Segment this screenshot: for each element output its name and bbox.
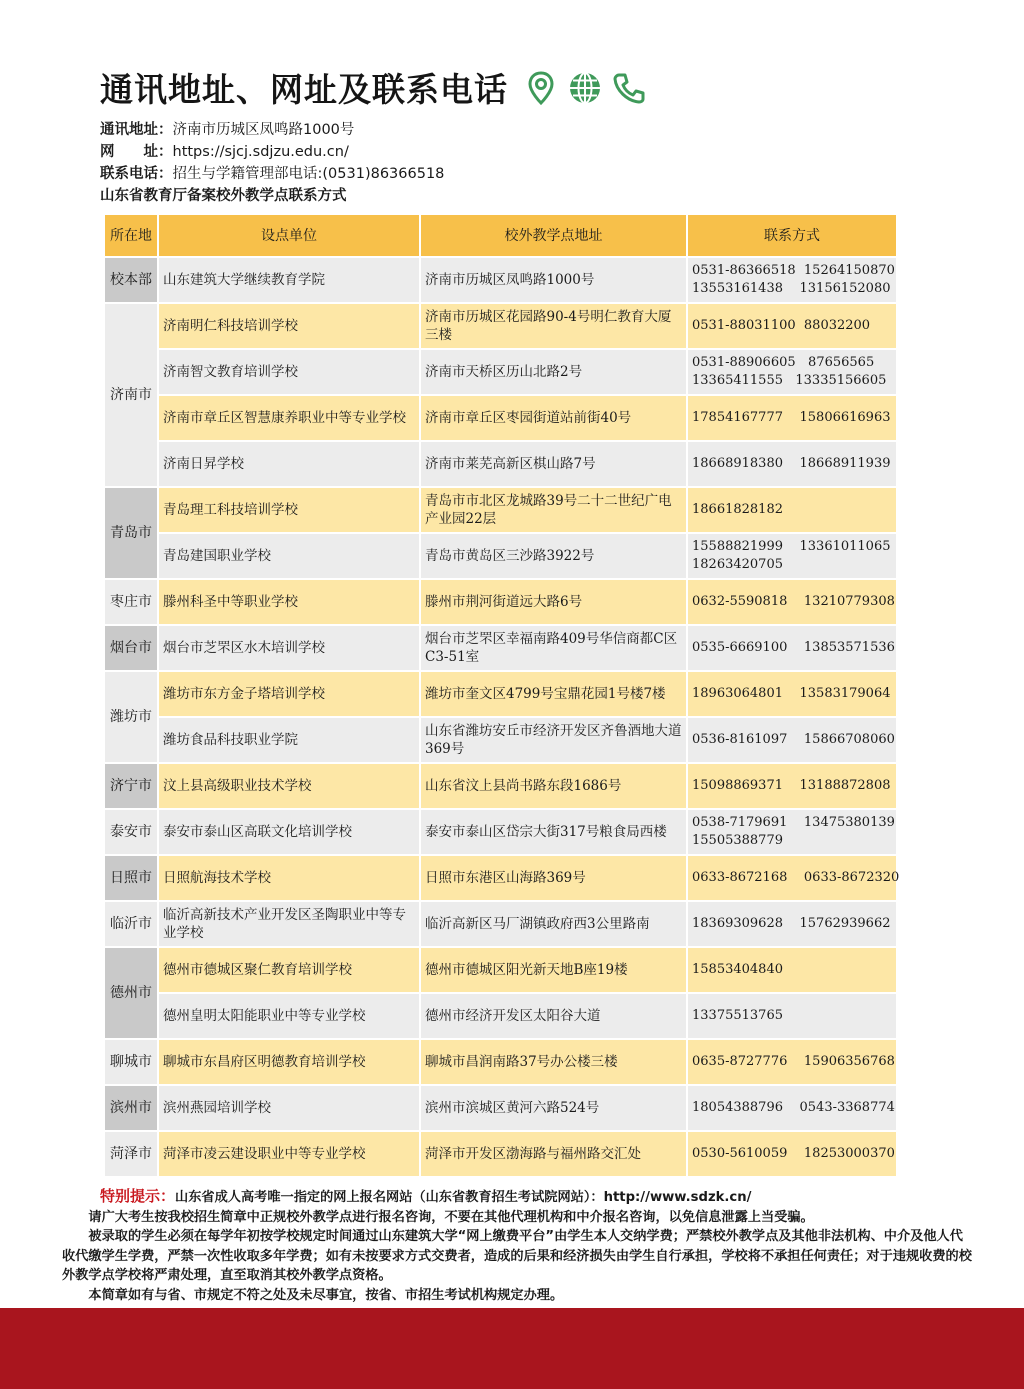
unit-cell: 青岛建国职业学校 [158,533,420,579]
unit-cell: 济南日昇学校 [158,441,420,487]
address-cell: 德州市经济开发区太阳谷大道 [420,993,687,1039]
teaching-sites-table [103,213,898,1178]
notice-website-text: 山东省成人高考唯一指定的网上报名网站（山东省教育招生考试院网站）：http://www.sdzk.cn/ [175,1190,752,1205]
phone-cell [687,487,897,533]
address-cell: 青岛市市北区龙城路39号二十二世纪广电产业园22层 [420,487,687,533]
notice-label: 特别提示： [100,1187,176,1205]
address-cell: 日照市东港区山海路369号 [420,855,687,901]
header-contact: 联系方式 [687,214,897,257]
phone-cell [687,1039,897,1085]
header-address: 校外教学点地址 [420,214,687,257]
website-line [100,141,444,163]
contact-icons [522,69,648,107]
address-cell: 滨州市滨城区黄河六路524号 [420,1085,687,1131]
phone-cell [687,349,897,395]
phone-cell [687,1131,897,1177]
phone-cell [687,809,897,855]
address-cell: 聊城市昌润南路37号办公楼三楼 [420,1039,687,1085]
table-row [104,717,897,763]
address-cell: 青岛市黄岛区三沙路3922号 [420,533,687,579]
header [100,64,648,111]
city-cell: 校本部 [104,257,158,303]
phone-line: 0535-6669100 13853571536 [692,640,895,655]
phone-line: 13365411555 13335156605 [692,373,887,388]
address-cell: 烟台市芝罘区幸福南路409号华信商都C区C3-51室 [420,625,687,671]
phone-cell [687,947,897,993]
phone-cell [687,763,897,809]
table-row [104,1039,897,1085]
unit-cell: 滕州科圣中等职业学校 [158,579,420,625]
phone-cell [687,533,897,579]
table-row [104,487,897,533]
city-cell: 临沂市 [104,901,158,947]
notice-line-1 [62,1187,972,1208]
phone-line: 18963064801 13583179064 [692,686,891,701]
table-row [104,533,897,579]
table-row [104,1085,897,1131]
phone-label: 联系电话： [100,166,173,182]
unit-cell: 汶上县高级职业技术学校 [158,763,420,809]
address-cell: 泰安市泰山区岱宗大街317号粮食局西楼 [420,809,687,855]
unit-cell: 聊城市东昌府区明德教育培训学校 [158,1039,420,1085]
table-row [104,993,897,1039]
unit-cell: 烟台市芝罘区水木培训学校 [158,625,420,671]
table-row [104,303,897,349]
notice-line-2: 请广大考生按我校招生简章中正规校外教学点进行报名咨询，不要在其他代理机构和中介报名咨询，以免信息泄露上当受骗。 [88,1209,814,1225]
address-cell: 济南市章丘区枣园街道站前街40号 [420,395,687,441]
phone-line: 15098869371 13188872808 [692,778,891,793]
phone-line: 18263420705 [692,557,783,572]
website-label: 网 址： [100,144,173,160]
phone-line: 0635-8727776 15906356768 [692,1054,895,1069]
phone-line: 18054388796 0543-3368774 [692,1100,895,1115]
city-cell: 青岛市 [104,487,158,579]
phone-line: 0633-8672168 0633-8672320 [692,870,900,885]
phone-line: 15853404840 [692,962,783,977]
city-cell: 滨州市 [104,1085,158,1131]
unit-cell: 潍坊食品科技职业学院 [158,717,420,763]
table-row [104,1131,897,1177]
address-label: 通讯地址： [100,122,173,138]
phone-line: 13553161438 13156152080 [692,281,891,296]
address-cell: 山东省汶上县尚书路东段1686号 [420,763,687,809]
address-cell: 菏泽市开发区渤海路与福州路交汇处 [420,1131,687,1177]
phone-line: 0531-88906605 87656565 [692,355,875,370]
website-link[interactable]: https://sjcj.sdjzu.edu.cn/ [172,144,349,160]
city-cell: 烟台市 [104,625,158,671]
city-cell: 菏泽市 [104,1131,158,1177]
unit-cell: 菏泽市凌云建设职业中等专业学校 [158,1131,420,1177]
table-row [104,441,897,487]
phone-line [100,163,444,185]
address-value: 济南市历城区凤鸣路1000号 [172,122,355,138]
table-row [104,579,897,625]
contact-info [100,119,444,207]
unit-cell: 青岛理工科技培训学校 [158,487,420,533]
unit-cell: 滨州燕园培训学校 [158,1085,420,1131]
city-cell: 济宁市 [104,763,158,809]
phone-cell [687,671,897,717]
unit-cell: 德州皇明太阳能职业中等专业学校 [158,993,420,1039]
footer-bar [0,1308,1024,1389]
table-header-row [104,214,897,257]
notice-line-4: 本简章如有与省、市规定不符之处及未尽事宜，按省、市招生考试机构规定办理。 [88,1287,564,1303]
table-body [104,257,900,1177]
city-cell: 聊城市 [104,1039,158,1085]
notice-line-3: 被录取的学生必须在每学年初按学校规定时间通过山东建筑大学“网上缴费平台”由学生本人交纳学费；严禁校外教学点及其他非法机构、中介及他人代收代缴学生学费，严禁一次性收取多年学费；如有未按要求方式交费者，造成的后果和经济损失由学生自行承担，学校将不承担任何责任；对于违规收费的校外教学点学校将严肃处理，直至取消其校外教学点资格。 [62,1229,972,1283]
phone-line: 18668918380 18668911939 [692,456,891,471]
address-cell: 山东省潍坊安丘市经济开发区齐鲁酒地大道369号 [420,717,687,763]
table-row [104,257,897,303]
address-line [100,119,444,141]
unit-cell: 日照航海技术学校 [158,855,420,901]
table-caption: 山东省教育厅备案校外教学点联系方式 [100,188,347,204]
phone-cell [687,993,897,1039]
phone-line: 17854167777 15806616963 [692,410,891,425]
phone-cell [687,717,897,763]
phone-line: 0530-5610059 18253000370 [692,1146,895,1161]
address-cell: 滕州市荆河街道远大路6号 [420,579,687,625]
phone-cell [687,855,900,901]
phone-cell [687,441,897,487]
phone-line: 15505388779 [692,833,783,848]
table-row [104,947,897,993]
phone-line: 0531-86366518 15264150870 [692,263,895,278]
address-cell: 临沂高新区马厂湖镇政府西3公里路南 [420,901,687,947]
phone-cell [687,257,897,303]
phone-line: 0632-5590818 13210779308 [692,594,895,609]
location-pin-icon [522,69,560,107]
phone-cell [687,395,897,441]
phone-line: 0531-88031100 88032200 [692,318,871,333]
unit-cell: 德州市德城区聚仁教育培训学校 [158,947,420,993]
globe-icon [566,69,604,107]
phone-line: 0538-7179691 13475380139 [692,815,895,830]
header-unit: 设点单位 [158,214,420,257]
phone-cell [687,625,897,671]
unit-cell: 山东建筑大学继续教育学院 [158,257,420,303]
special-notice [62,1187,972,1305]
address-cell: 济南市历城区凤鸣路1000号 [420,257,687,303]
table-row [104,809,897,855]
city-cell: 德州市 [104,947,158,1039]
phone-cell [687,901,897,947]
table-row [104,395,897,441]
phone-line: 15588821999 13361011065 [692,539,891,554]
unit-cell: 济南明仁科技培训学校 [158,303,420,349]
address-cell: 德州市德城区阳光新天地B座19楼 [420,947,687,993]
phone-cell [687,1085,897,1131]
city-cell: 泰安市 [104,809,158,855]
phone-line: 18661828182 [692,502,783,517]
address-cell: 济南市莱芜高新区棋山路7号 [420,441,687,487]
address-cell: 济南市天桥区历山北路2号 [420,349,687,395]
unit-cell: 泰安市泰山区高联文化培训学校 [158,809,420,855]
table-row [104,855,897,901]
phone-line: 18369309628 15762939662 [692,916,891,931]
page-title: 通讯地址、网址及联系电话 [100,70,508,109]
phone-line: 0536-8161097 15866708060 [692,732,895,747]
table-row [104,763,897,809]
city-cell: 济南市 [104,303,158,487]
phone-cell [687,579,897,625]
unit-cell: 济南市章丘区智慧康养职业中等专业学校 [158,395,420,441]
phone-cell [687,303,897,349]
address-cell: 济南市历城区花园路90-4号明仁教育大厦三楼 [420,303,687,349]
city-cell: 日照市 [104,855,158,901]
phone-icon [610,69,648,107]
unit-cell: 临沂高新技术产业开发区圣陶职业中等专业学校 [158,901,420,947]
city-cell: 枣庄市 [104,579,158,625]
header-city: 所在地 [104,214,158,257]
table-row [104,625,897,671]
table-row [104,349,897,395]
table-row [104,671,897,717]
unit-cell: 潍坊市东方金子塔培训学校 [158,671,420,717]
unit-cell: 济南智文教育培训学校 [158,349,420,395]
address-cell: 潍坊市奎文区4799号宝鼎花园1号楼7楼 [420,671,687,717]
city-cell: 潍坊市 [104,671,158,763]
phone-value: 招生与学籍管理部电话:(0531)86366518 [172,166,445,182]
phone-line: 13375513765 [692,1008,783,1023]
table-row [104,901,897,947]
